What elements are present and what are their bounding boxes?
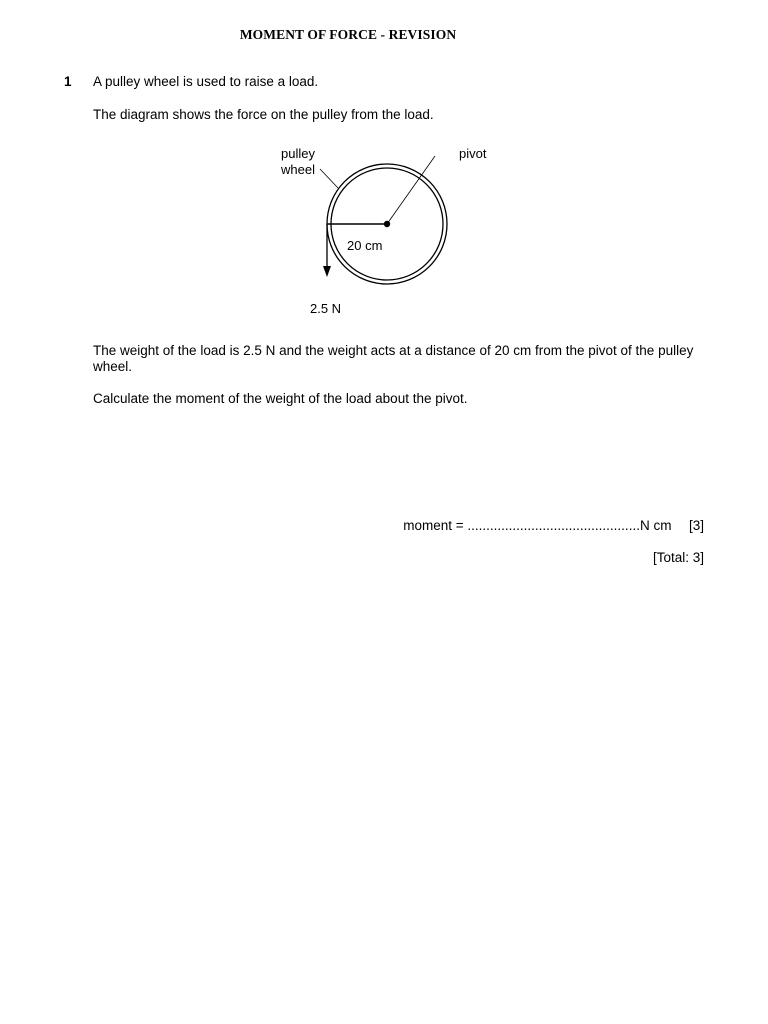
diagram-intro: The diagram shows the force on the pulley from the load. xyxy=(93,107,434,122)
page-title: MOMENT OF FORCE - REVISION xyxy=(239,27,457,42)
answer-unit: N cm xyxy=(639,518,672,533)
label-pivot: pivot xyxy=(459,146,487,161)
question-task: Calculate the moment of the weight of the load about the pivot. xyxy=(93,391,468,406)
force-arrow-head xyxy=(323,266,331,277)
answer-line xyxy=(403,518,704,533)
label-force: 2.5 N xyxy=(310,301,342,316)
pulley-wheel-leader-line xyxy=(320,169,338,188)
answer-label: moment = xyxy=(403,518,464,533)
label-wheel: wheel xyxy=(281,162,315,177)
label-radius: 20 cm xyxy=(347,238,383,253)
total-marks: [Total: 3] xyxy=(652,550,704,565)
question-intro: A pulley wheel is used to raise a load. xyxy=(93,74,319,89)
answer-blank[interactable]: .............................................. xyxy=(467,518,640,533)
marks-badge: [3] xyxy=(688,518,704,533)
label-pulley: pulley xyxy=(281,146,315,161)
pivot-leader-line xyxy=(387,156,435,224)
question-info: The weight of the load is 2.5 N and the weight acts at a distance of 20 cm from the pivot of the pulley wheel. xyxy=(93,343,694,374)
question-number: 1 xyxy=(64,74,72,89)
